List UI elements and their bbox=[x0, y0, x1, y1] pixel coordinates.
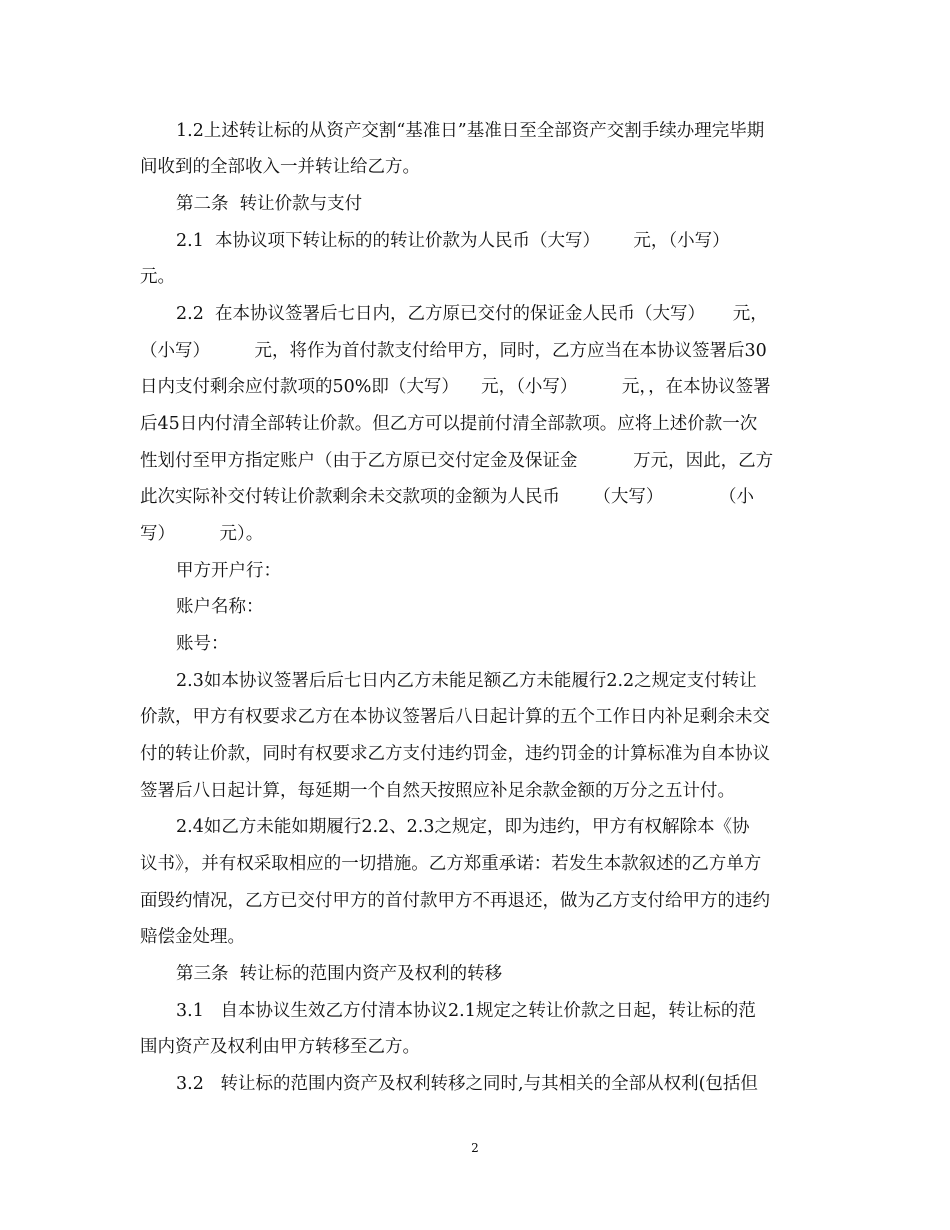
paragraph-2-2-line-4: 后45日内付清全部转让价款。但乙方可以提前付清全部款项。应将上述价款一次 bbox=[140, 414, 758, 434]
paragraph-2-1-line-1: 2.1 本协议项下转让标的的转让价款为人民币（大写） 元，（小写） bbox=[176, 231, 730, 251]
bank-name-label: 甲方开户行： bbox=[176, 561, 281, 581]
paragraph-2-3-line-4: 签署后八日起计算，每延期一个自然天按照应补足余款金额的万分之五计付。 bbox=[140, 781, 735, 801]
paragraph-1-2-line-2: 间收到的全部收入一并转让给乙方。 bbox=[140, 157, 420, 177]
paragraph-2-2-line-5: 性划付至甲方指定账户（由于乙方原已交付定金及保证金 万元，因此，乙方 bbox=[140, 451, 774, 471]
paragraph-2-2-line-3: 日内支付剩余应付款项的50%即（大写） 元，（小写） 元，，在本协议签署 bbox=[140, 377, 771, 397]
paragraph-2-2-line-6: 此次实际补交付转让价款剩余未交款项的金额为人民币 （大写） （小 bbox=[140, 487, 755, 507]
paragraph-2-4-line-1: 2.4如乙方未能如期履行2.2、2.3之规定，即为违约，甲方有权解除本《协 bbox=[176, 817, 750, 837]
account-name-label: 账户名称： bbox=[176, 597, 264, 617]
paragraph-2-1-line-2: 元。 bbox=[140, 267, 175, 287]
paragraph-3-1-line-1: 3.1 自本协议生效乙方付清本协议2.1规定之转让价款之日起，转让标的范 bbox=[176, 1001, 756, 1021]
paragraph-2-2-line-2: （小写） 元，将作为首付款支付给甲方，同时，乙方应当在本协议签署后30 bbox=[140, 341, 767, 361]
paragraph-2-3-line-3: 付的转让价款，同时有权要求乙方支付违约罚金，违约罚金的计算标准为自本协议 bbox=[140, 744, 770, 764]
paragraph-2-4-line-4: 赔偿金处理。 bbox=[140, 927, 245, 947]
page-number: 2 bbox=[471, 1141, 479, 1155]
paragraph-2-4-line-3: 面毁约情况，乙方已交付甲方的首付款甲方不再退还，做为乙方支付给甲方的违约 bbox=[140, 891, 770, 911]
paragraph-2-2-line-7: 写） 元）。 bbox=[140, 524, 264, 544]
paragraph-3-1-line-2: 围内资产及权利由甲方转移至乙方。 bbox=[140, 1037, 420, 1057]
article-2-heading: 第二条 转让价款与支付 bbox=[176, 194, 363, 214]
paragraph-3-2-line-1: 3.2 转让标的范围内资产及权利转移之同时,与其相关的全部从权利(包括但 bbox=[176, 1074, 758, 1094]
paragraph-2-2-line-1: 2.2 在本协议签署后七日内，乙方原已交付的保证金人民币（大写） 元， bbox=[176, 304, 768, 324]
article-3-heading: 第三条 转让标的范围内资产及权利的转移 bbox=[176, 964, 503, 984]
paragraph-2-3-line-1: 2.3如本协议签署后后七日内乙方未能足额乙方未能履行2.2之规定支付转让 bbox=[176, 671, 757, 691]
paragraph-2-4-line-2: 议书》，并有权采取相应的一切措施。乙方郑重承诺：若发生本款叙述的乙方单方 bbox=[140, 854, 762, 874]
account-number-label: 账号： bbox=[176, 634, 229, 654]
paragraph-1-2-line-1: 1.2上述转让标的从资产交割“基准日”基准日至全部资产交割手续办理完毕期 bbox=[176, 121, 765, 141]
paragraph-2-3-line-2: 价款，甲方有权要求乙方在本协议签署后八日起计算的五个工作日内补足剩余未交 bbox=[140, 707, 770, 727]
